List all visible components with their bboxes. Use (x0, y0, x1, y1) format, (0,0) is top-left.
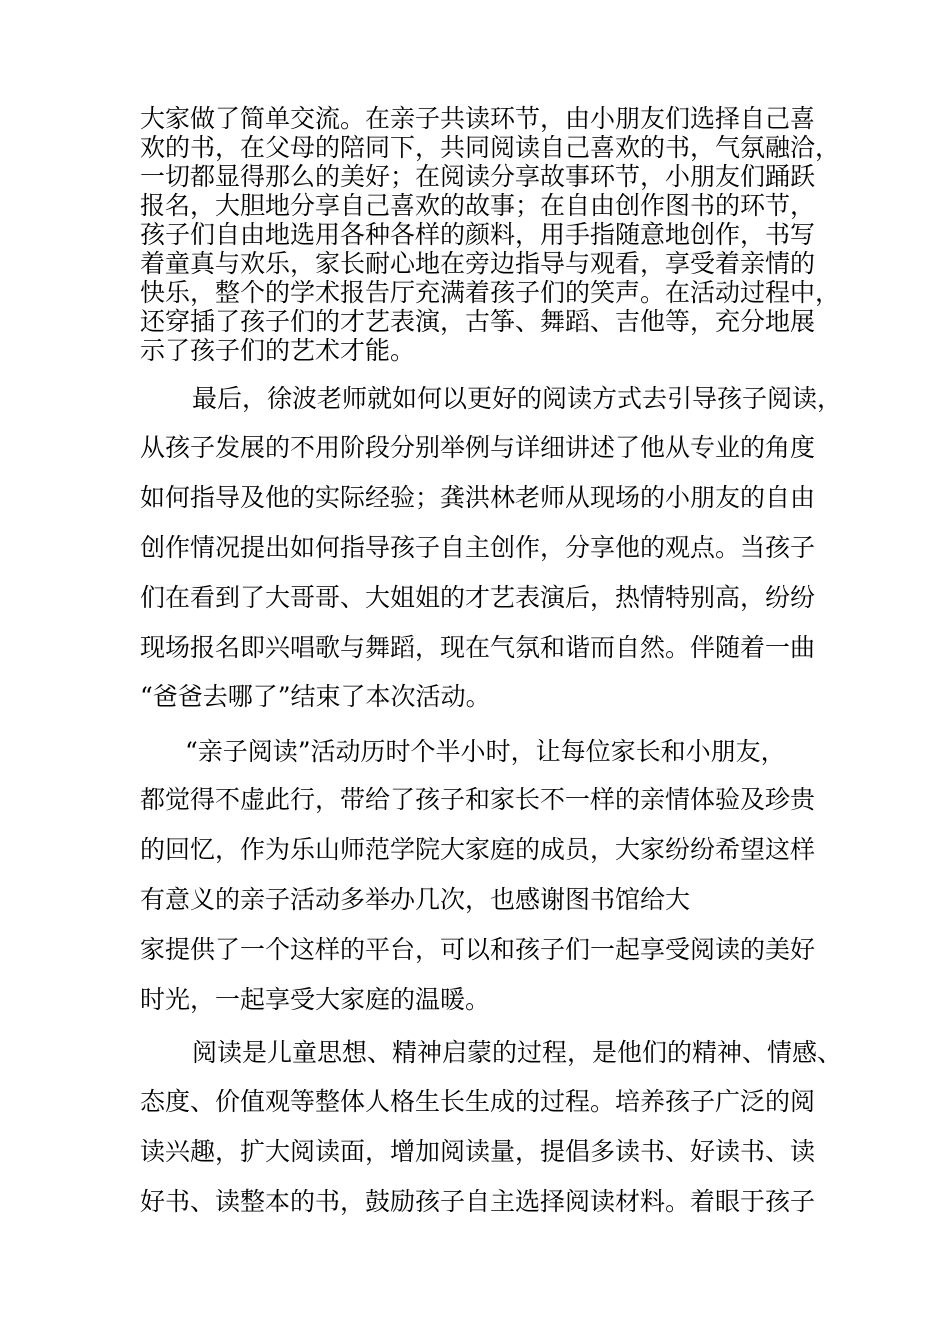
text-line: 的回忆，作为乐山师范学院大家庭的成员，大家纷纷希望这样 (140, 835, 816, 864)
text-line: 快乐，整个的学术报告厅充满着孩子们的笑声。在活动过程中， (140, 278, 841, 307)
text-line: 欢的书，在父母的陪同下，共同阅读自己喜欢的书，气氛融洽， (140, 133, 841, 162)
text-line: 有意义的亲子活动多举办几次，也感谢图书馆给大 (140, 885, 691, 914)
text-line: 孩子们自由地选用各种各样的颜料，用手指随意地创作，书写 (140, 220, 816, 249)
text-line: 着童真与欢乐，家长耐心地在旁边指导与观看，享受着亲情的 (140, 249, 816, 278)
text-line: 最后，徐波老师就如何以更好的阅读方式去引导孩子阅读， (192, 384, 843, 413)
text-line: 大家做了简单交流。在亲子共读环节，由小朋友们选择自己喜 (140, 104, 816, 133)
text-line: 阅读是儿童思想、精神启蒙的过程，是他们的精神、情感、 (192, 1038, 843, 1067)
text-line: 创作情况提出如何指导孩子自主创作，分享他的观点。当孩子 (140, 533, 816, 562)
text-line: “爸爸去哪了”结束了本次活动。 (140, 682, 491, 711)
text-line: “亲子阅读”活动历时个半小时，让每位家长和小朋友， (185, 737, 786, 766)
text-line: 一切都显得那么的美好；在阅读分享故事环节，小朋友们踊跃 (140, 162, 816, 191)
text-line: 示了孩子们的艺术才能。 (140, 336, 416, 365)
text-line: 如何指导及他的实际经验；龚洪林老师从现场的小朋友的自由 (140, 483, 816, 512)
text-line: 态度、价值观等整体人格生长生成的过程。培养孩子广泛的阅 (140, 1087, 816, 1116)
text-line: 时光，一起享受大家庭的温暖。 (140, 985, 491, 1014)
text-line: 报名，大胆地分享自己喜欢的故事；在自由创作图书的环节， (140, 191, 816, 220)
text-line: 好书、读整本的书，鼓励孩子自主选择阅读材料。着眼于孩子 (140, 1187, 816, 1216)
text-line: 现场报名即兴唱歌与舞蹈，现在气氛和谐而自然。伴随着一曲 (140, 633, 816, 662)
text-line: 们在看到了大哥哥、大姐姐的才艺表演后，热情特别高，纷纷 (140, 583, 816, 612)
text-line: 从孩子发展的不用阶段分别举例与详细讲述了他从专业的角度 (140, 433, 816, 462)
text-line: 读兴趣，扩大阅读面，增加阅读量，提倡多读书、好读书、读 (140, 1137, 816, 1166)
text-line: 还穿插了孩子们的才艺表演，古筝、舞蹈、吉他等，充分地展 (140, 307, 816, 336)
text-line: 都觉得不虚此行，带给了孩子和家长不一样的亲情体验及珍贵 (140, 785, 816, 814)
text-line: 家提供了一个这样的平台，可以和孩子们一起享受阅读的美好 (140, 935, 816, 964)
